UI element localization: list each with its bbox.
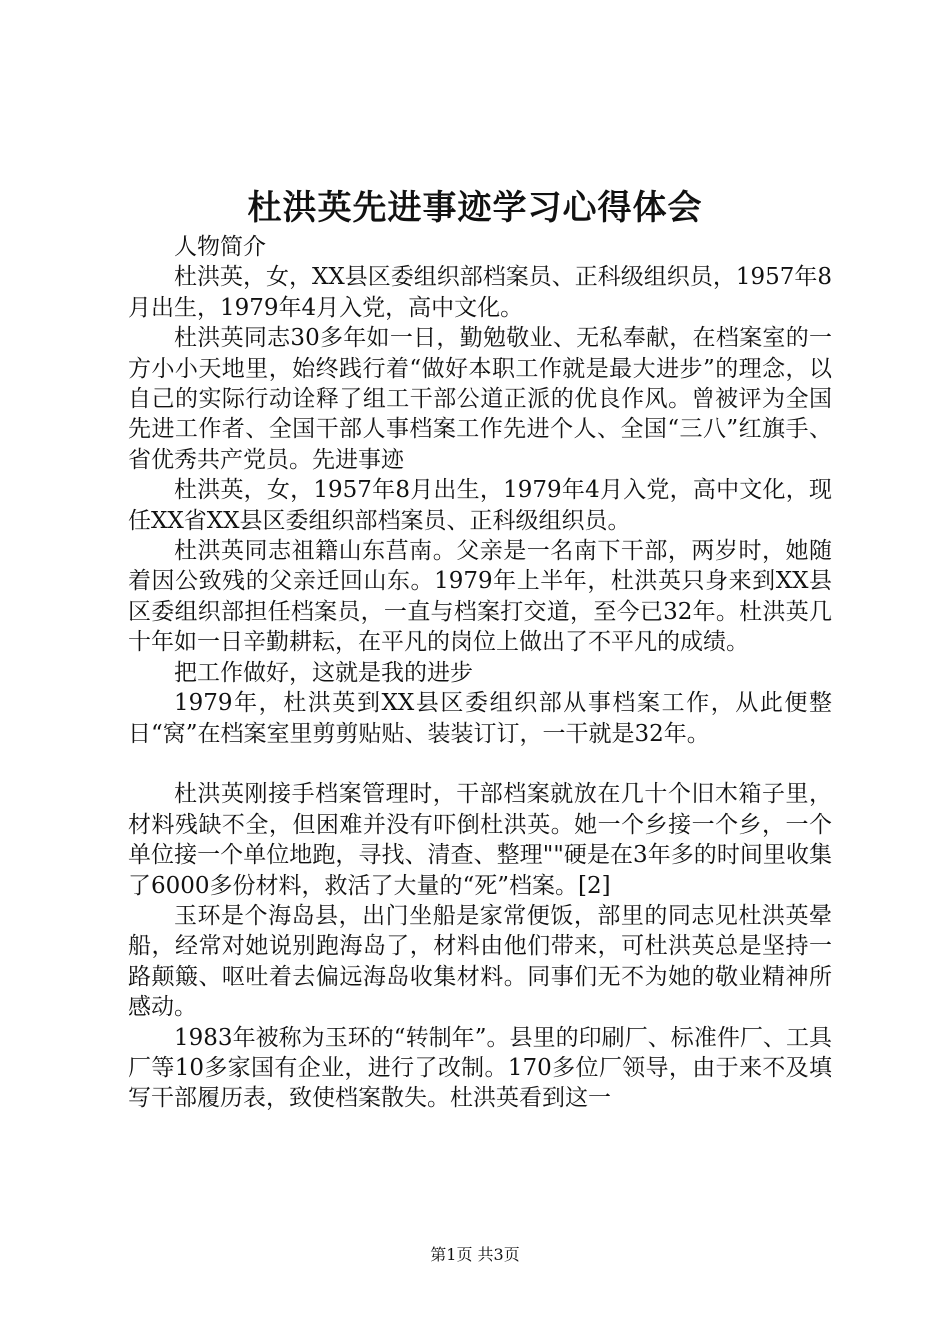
page-number: 第1页 共3页 [430,1245,520,1264]
document-title: 杜洪英先进事迹学习心得体会 [247,188,703,228]
paragraph: 杜洪英刚接手档案管理时，干部档案就放在几十个旧木箱子里，材料残缺不全，但困难并没有吓倒杜洪英。她一个乡接一个乡，一个单位接一个单位地跑，寻找、清查、整理""硬是在3年多的时间里收集了6000多份材料，救活了大量的“死”档案。[2] [128,781,832,899]
paragraph: 杜洪英同志30多年如一日，勤勉敬业、无私奉献，在档案室的一方小小天地里，始终践行着“做好本职工作就是最大进步”的理念，以自己的实际行动诠释了组工干部公道正派的优良作风。曾被评为全国先进工作者、全国干部人事档案工作先进个人、全国“三八”红旗手、省优秀共产党员。先进事迹 [128,325,832,473]
document-body [128,232,832,1114]
paragraph: 杜洪英同志祖籍山东莒南。父亲是一名南下干部，两岁时，她随着因公致残的父亲迁回山东。1979年上半年，杜洪英只身来到XX县区委组织部担任档案员，一直与档案打交道，至今已32年。杜洪英几十年如一日辛勤耕耘，在平凡的岗位上做出了不平凡的成绩。 [128,538,832,656]
paragraph: 杜洪英，女，XX县区委组织部档案员、正科级组织员，1957年8月出生，1979年4月入党，高中文化。 [128,264,832,321]
paragraph: 1983年被称为玉环的“转制年”。县里的印刷厂、标准件厂、工具厂等10多家国有企业，进行了改制。170多位厂领导，由于来不及填写干部履历表，致使档案散失。杜洪英看到这一 [128,1024,832,1112]
page-footer [0,1244,950,1266]
paragraph-section-heading: 把工作做好，这就是我的进步 [174,659,473,686]
paragraph: 1979年，杜洪英到XX县区委组织部从事档案工作，从此便整日“窝”在档案室里剪剪贴贴、装装订订，一干就是32年。 [128,690,832,747]
paragraph-section-heading: 人物简介 [174,234,266,260]
blank-line [128,749,832,779]
paragraph: 玉环是个海岛县，出门坐船是家常便饭，部里的同志见杜洪英晕船，经常对她说别跑海岛了，材料由他们带来，可杜洪英总是坚持一路颠簸、呕吐着去偏远海岛收集材料。同事们无不为她的敬业精神所感动。 [128,902,832,1021]
paragraph: 杜洪英，女，1957年8月出生，1979年4月入党，高中文化，现任XX省XX县区委组织部档案员、正科级组织员。 [128,477,832,534]
